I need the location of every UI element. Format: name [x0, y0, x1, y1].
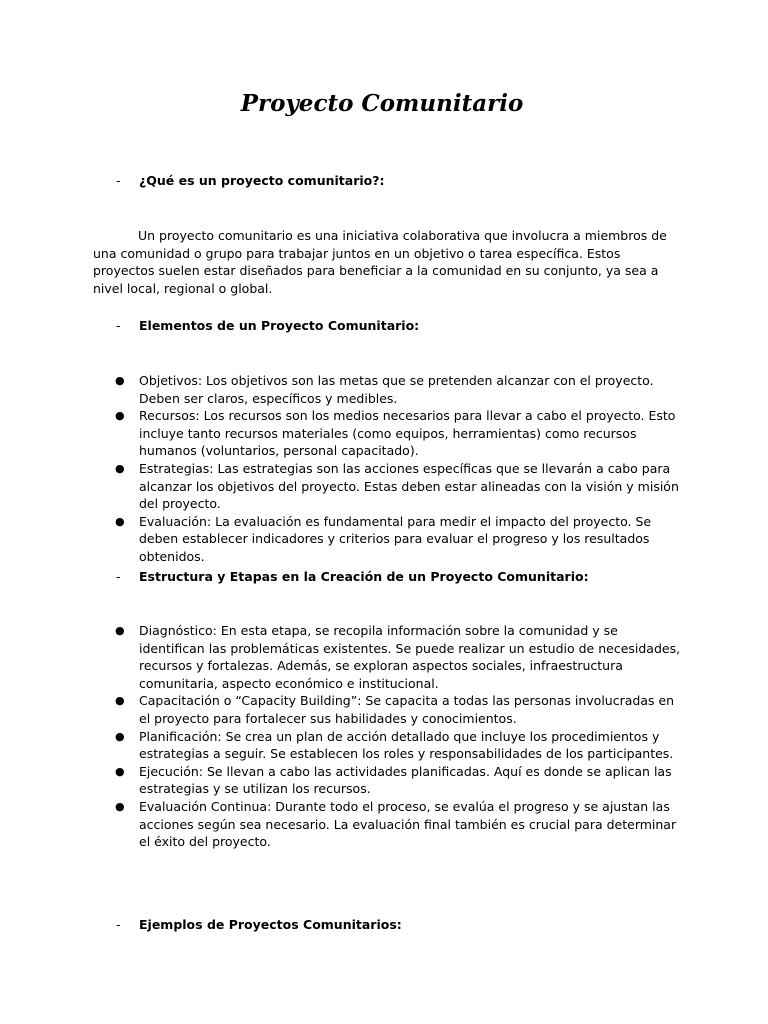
- section-heading-elementos: [116, 317, 419, 335]
- section-heading-que-es: [116, 172, 384, 190]
- heading-text: Elementos de un Proyecto Comunitario:: [139, 318, 420, 333]
- list-item: ● Ejecución: Se llevan a cabo las actividades planificadas. Aquí es donde se aplican las estrategias y se utilizan los recursos.: [115, 763, 672, 797]
- section-heading-estructura: [116, 568, 589, 586]
- list-item: ● Capacitación o “Capacity Building”: Se capacita a todas las personas involucradas en el proyecto para fortalecer sus habilidades y conocimientos.: [115, 693, 675, 726]
- heading-text: Estructura y Etapas en la Creación de un Proyecto Comunitario:: [139, 569, 589, 584]
- section-paragraph-definicion: Un proyecto comunitario es una iniciativa colaborativa que involucra a miembros de una comunidad o grupo para trabajar juntos en un objetivo o tarea específica. Estos proyectos suelen estar diseñados para beneficiar a la comunidad en su conjunto, ya sea a nivel local, regional o global.: [93, 228, 667, 296]
- heading-text: Ejemplos de Proyectos Comunitarios:: [139, 917, 402, 932]
- bullet-icon: ●: [115, 374, 125, 387]
- bullet-icon: ●: [115, 514, 125, 528]
- list-item: ● Evaluación Continua: Durante todo el proceso, se evalúa el progreso y se ajustan las acciones según sea necesario. La evaluación final también es crucial para determinar el éxito del proyecto.: [115, 798, 677, 850]
- heading-dash: -: [116, 917, 121, 932]
- bullet-icon: ●: [115, 409, 125, 423]
- list-item: ● Recursos: Los recursos son los medios necesarios para llevar a cabo el proyecto. Esto incluye tanto recursos materiales (como equipos, herramientas) como recursos humanos (voluntarios, personal capacitado).: [115, 408, 676, 459]
- bullet-icon: ●: [115, 764, 125, 778]
- bullet-icon: ●: [115, 624, 125, 637]
- bullet-list-elementos: [115, 372, 684, 566]
- list-item: ● Evaluación: La evaluación es fundamental para medir el impacto del proyecto. Se deben establecer indicadores y criterios para evaluar el progreso y los resultados obtenidos.: [115, 513, 652, 564]
- section-heading-ejemplos: [116, 916, 402, 934]
- list-item: ● Estrategias: Las estrategias son las acciones específicas que se llevarán a cabo para alcanzar los objetivos del proyecto. Estas deben estar alineadas con la visión y misión del proyecto.: [115, 460, 679, 512]
- bullet-icon: ●: [115, 694, 125, 708]
- bullet-icon: ●: [115, 729, 125, 743]
- heading-dash: -: [116, 569, 121, 584]
- bullet-list-etapas: [115, 622, 684, 851]
- heading-dash: -: [116, 318, 121, 333]
- list-item: ● Objetivos: Los objetivos son las metas que se pretenden alcanzar con el proyecto. Deben ser claros, específicos y medibles.: [115, 373, 654, 406]
- document-title: Proyecto Comunitario: [240, 90, 524, 117]
- heading-dash: -: [116, 173, 121, 188]
- bullet-icon: ●: [115, 461, 125, 475]
- heading-text: ¿Qué es un proyecto comunitario?:: [139, 173, 385, 188]
- bullet-icon: ●: [115, 799, 125, 813]
- list-item: ● Planificación: Se crea un plan de acción detallado que incluye los procedimientos y estrategias a seguir. Se establecen los roles y responsabilidades de los participantes.: [115, 728, 674, 762]
- list-item: ● Diagnóstico: En esta etapa, se recopila información sobre la comunidad y se identifican las problemáticas existentes. Se puede realizar un estudio de necesidades, recursos y fortalezas. Además, se exploran aspectos sociales, infraestructura comunitaria, aspecto económico e institucional.: [115, 623, 681, 691]
